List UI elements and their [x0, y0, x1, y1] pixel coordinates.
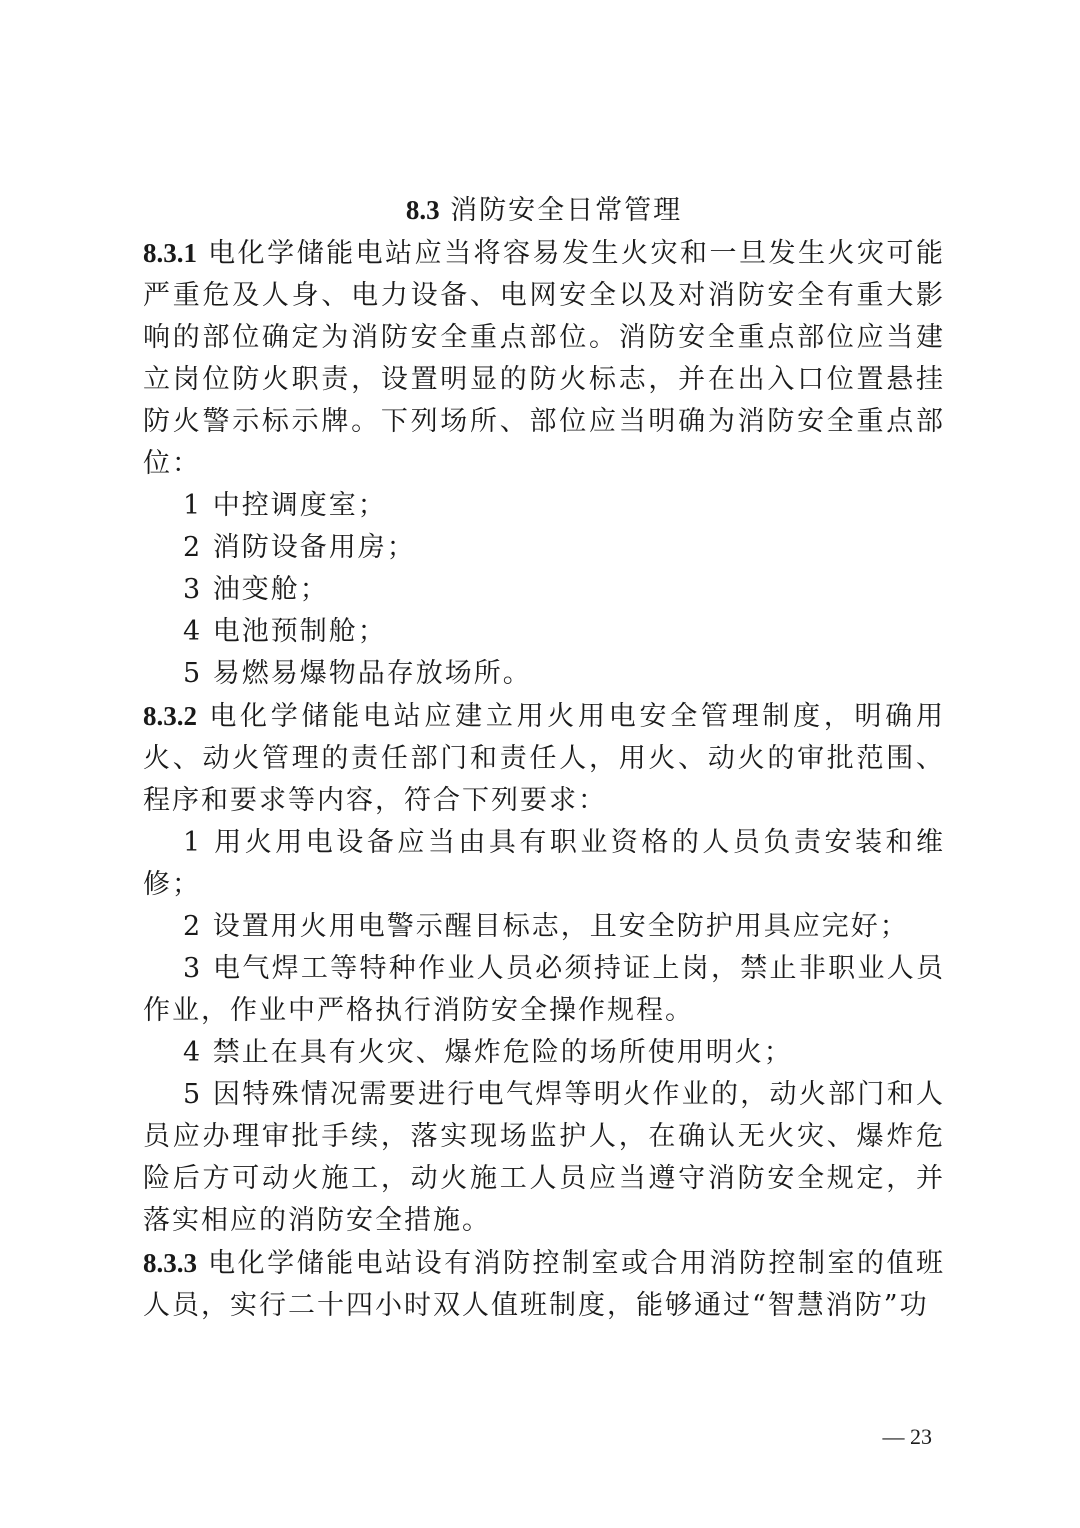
list-item: 4 电池预制舱； — [183, 616, 387, 647]
section-heading — [143, 189, 945, 232]
clause-number: 8.3.3 — [143, 1248, 197, 1278]
clause-text: 电化学储能电站应建立用火用电安全管理制度，明确用火、动火管理的责任部门和责任人，用火、动火的审批范围、程序和要求等内容，符合下列要求： — [143, 701, 945, 816]
clause-8-3-2 — [143, 695, 945, 822]
list-item: 3 油变舱； — [183, 574, 329, 605]
clause-number: 8.3.1 — [143, 238, 197, 268]
list-item: 2 设置用火用电警示醒目标志，且安全防护用具应完好； — [183, 911, 909, 942]
document-body — [143, 189, 945, 1327]
list-item: 2 消防设备用房； — [183, 532, 416, 563]
list-item: 5 因特殊情况需要进行电气焊等明火作业的，动火部门和人员应办理审批手续，落实现场监护人，在确认无火灾、爆炸危险后方可动火施工，动火施工人员应当遵守消防安全规定，并落实相应的消防安全措施。 — [143, 1079, 945, 1236]
list-item: 1 中控调度室； — [183, 490, 387, 521]
section-title: 消防安全日常管理 — [450, 195, 683, 226]
list-item: 5 易燃易爆物品存放场所。 — [183, 658, 532, 689]
list-item: 4 禁止在具有火灾、爆炸危险的场所使用明火； — [183, 1037, 793, 1068]
clause-8-3-3 — [143, 1242, 945, 1327]
clause-text: 电化学储能电站应当将容易发生火灾和一旦发生火灾可能严重危及人身、电力设备、电网安全以及对消防安全有重大影响的部位确定为消防安全重点部位。消防安全重点部位应当建立岗位防火职责，设置明显的防火标志，并在出入口位置悬挂防火警示标示牌。下列场所、部位应当明确为消防安全重点部位： — [143, 238, 946, 479]
page-number: — 23 — [882, 1424, 932, 1449]
list-item: 3 电气焊工等特种作业人员必须持证上岗，禁止非职业人员作业，作业中严格执行消防安全操作规程。 — [143, 953, 945, 1026]
section-number: 8.3 — [405, 195, 440, 225]
clause-text: 电化学储能电站设有消防控制室或合用消防控制室的值班人员，实行二十四小时双人值班制度，能够通过“智慧消防”功 — [143, 1248, 946, 1321]
list-item: 1 用火用电设备应当由具有职业资格的人员负责安装和维修； — [143, 827, 945, 900]
clause-8-3-1 — [143, 232, 945, 485]
clause-number: 8.3.2 — [143, 701, 197, 731]
